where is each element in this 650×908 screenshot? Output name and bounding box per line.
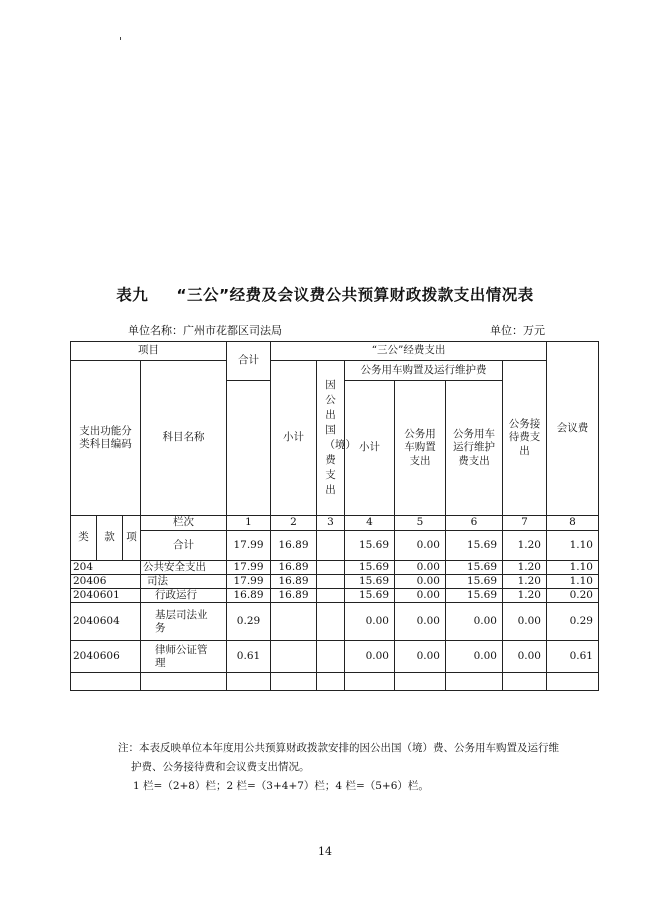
row-cell xyxy=(317,641,345,673)
row-cell: 15.69 xyxy=(446,575,503,589)
row-code: 2040601 xyxy=(71,589,141,603)
row-cell xyxy=(271,603,317,641)
row-code: 20406 xyxy=(71,575,141,589)
header-total: 合计 xyxy=(227,342,271,381)
total-cell: 0.00 xyxy=(395,531,446,561)
row-cell: 0.29 xyxy=(227,603,271,641)
row-cell: 1.10 xyxy=(547,561,599,575)
total-cell: 17.99 xyxy=(227,531,271,561)
row-cell: 1.20 xyxy=(503,561,547,575)
row-cell: 0.00 xyxy=(395,641,446,673)
row-cell: 0.00 xyxy=(345,603,395,641)
table-row xyxy=(71,603,599,641)
header-abroad-text: 因公出国（境）费支出 xyxy=(324,379,356,496)
total-cell: 16.89 xyxy=(271,531,317,561)
note-line-3: 1 栏=（2+8）栏；2 栏=（3+4+7）栏；4 栏=（5+6）栏。 xyxy=(133,780,429,792)
table-number: 表九 xyxy=(116,286,149,304)
row-name: 司法 xyxy=(141,575,227,589)
header-car-buy xyxy=(395,381,446,516)
header-car-run xyxy=(446,381,503,516)
header-subtotal: 小计 xyxy=(271,361,317,516)
row-cell xyxy=(317,589,345,603)
row-cell: 15.69 xyxy=(345,561,395,575)
header-car-buy-text: 公务用车购置支出 xyxy=(404,428,436,467)
header-lei: 类 xyxy=(71,516,97,561)
row-code: 2040604 xyxy=(71,603,141,641)
row-name xyxy=(141,641,227,673)
colnum: 1 xyxy=(227,516,271,531)
header-car: 公务用车购置及运行维护费 xyxy=(345,361,503,381)
colnum: 2 xyxy=(271,516,317,531)
row-cell: 1.10 xyxy=(547,575,599,589)
total-label: 合计 xyxy=(141,531,227,561)
row-cell: 0.20 xyxy=(547,589,599,603)
table-row xyxy=(71,561,599,575)
total-cell xyxy=(317,531,345,561)
colnum: 6 xyxy=(446,516,503,531)
unit-name: 单位名称：广州市花都区司法局 xyxy=(128,324,282,337)
row-code: 2040606 xyxy=(71,641,141,673)
table-title xyxy=(0,283,650,305)
page-number: 14 xyxy=(318,845,332,858)
header-kuan: 款 xyxy=(97,516,123,561)
row-cell: 0.00 xyxy=(503,641,547,673)
table-row xyxy=(71,641,599,673)
expense-table xyxy=(70,341,599,691)
row-cell xyxy=(317,561,345,575)
colnum: 3 xyxy=(317,516,345,531)
row-cell: 15.69 xyxy=(446,589,503,603)
row-name-text: 基层司法业务 xyxy=(155,608,208,634)
header-car-subtotal: 小计 xyxy=(345,381,395,516)
row-name xyxy=(141,603,227,641)
colnum: 8 xyxy=(547,516,599,531)
table-row xyxy=(71,575,599,589)
table-row xyxy=(71,589,599,603)
header-sangong: “三公”经费支出 xyxy=(271,342,547,361)
row-cell: 0.00 xyxy=(446,603,503,641)
currency-unit: 单位：万元 xyxy=(490,324,545,337)
total-cell: 15.69 xyxy=(345,531,395,561)
header-abroad xyxy=(317,361,356,516)
header-meeting: 会议费 xyxy=(547,342,599,516)
header-project: 项目 xyxy=(71,342,227,361)
scan-mark xyxy=(120,37,121,40)
row-cell: 15.69 xyxy=(345,575,395,589)
row-name: 行政运行 xyxy=(141,589,227,603)
header-code xyxy=(71,361,141,516)
row-cell: 0.00 xyxy=(395,561,446,575)
row-cell: 0.00 xyxy=(446,641,503,673)
header-code-text: 支出功能分类科目编码 xyxy=(79,424,132,450)
note-line-1: 注：本表反映单位本年度用公共预算财政拨款安排的因公出国（境）费、公务用车购置及运行维 xyxy=(118,742,559,754)
total-cell: 1.20 xyxy=(503,531,547,561)
row-cell: 0.00 xyxy=(503,603,547,641)
row-cell: 0.00 xyxy=(395,575,446,589)
row-cell: 1.20 xyxy=(503,589,547,603)
header-subject: 科目名称 xyxy=(141,361,227,516)
total-cell: 15.69 xyxy=(446,531,503,561)
row-name-text: 律师公证管理 xyxy=(155,643,208,669)
row-cell: 17.99 xyxy=(227,575,271,589)
header-total-lower xyxy=(227,381,271,516)
row-name: 公共安全支出 xyxy=(141,561,227,575)
row-cell xyxy=(271,641,317,673)
row-cell: 16.89 xyxy=(271,589,317,603)
row-cell: 15.69 xyxy=(345,589,395,603)
row-cell: 1.20 xyxy=(503,575,547,589)
row-cell: 0.00 xyxy=(395,603,446,641)
header-reception-text: 公务接待费支出 xyxy=(508,418,541,457)
note-line-2: 护费、公务接待费和会议费支出情况。 xyxy=(131,761,310,773)
row-cell: 16.89 xyxy=(227,589,271,603)
row-cell: 0.00 xyxy=(395,589,446,603)
colnum: 5 xyxy=(395,516,446,531)
header-colno: 栏次 xyxy=(141,516,227,531)
table-title-text: “三公”经费及会议费公共预算财政拨款支出情况表 xyxy=(176,286,534,304)
row-cell: 0.29 xyxy=(547,603,599,641)
row-cell: 16.89 xyxy=(271,575,317,589)
empty-row xyxy=(71,673,599,691)
header-car-run-text: 公务用车运行维护费支出 xyxy=(453,428,495,467)
row-code: 204 xyxy=(71,561,141,575)
row-cell: 0.00 xyxy=(345,641,395,673)
row-cell: 17.99 xyxy=(227,561,271,575)
colnum: 7 xyxy=(503,516,547,531)
header-reception xyxy=(503,361,547,516)
header-xiang: 项 xyxy=(123,516,141,561)
colnum: 4 xyxy=(345,516,395,531)
total-cell: 1.10 xyxy=(547,531,599,561)
row-cell: 0.61 xyxy=(227,641,271,673)
row-cell xyxy=(317,575,345,589)
row-cell: 15.69 xyxy=(446,561,503,575)
row-cell: 0.61 xyxy=(547,641,599,673)
row-cell xyxy=(317,603,345,641)
row-cell: 16.89 xyxy=(271,561,317,575)
